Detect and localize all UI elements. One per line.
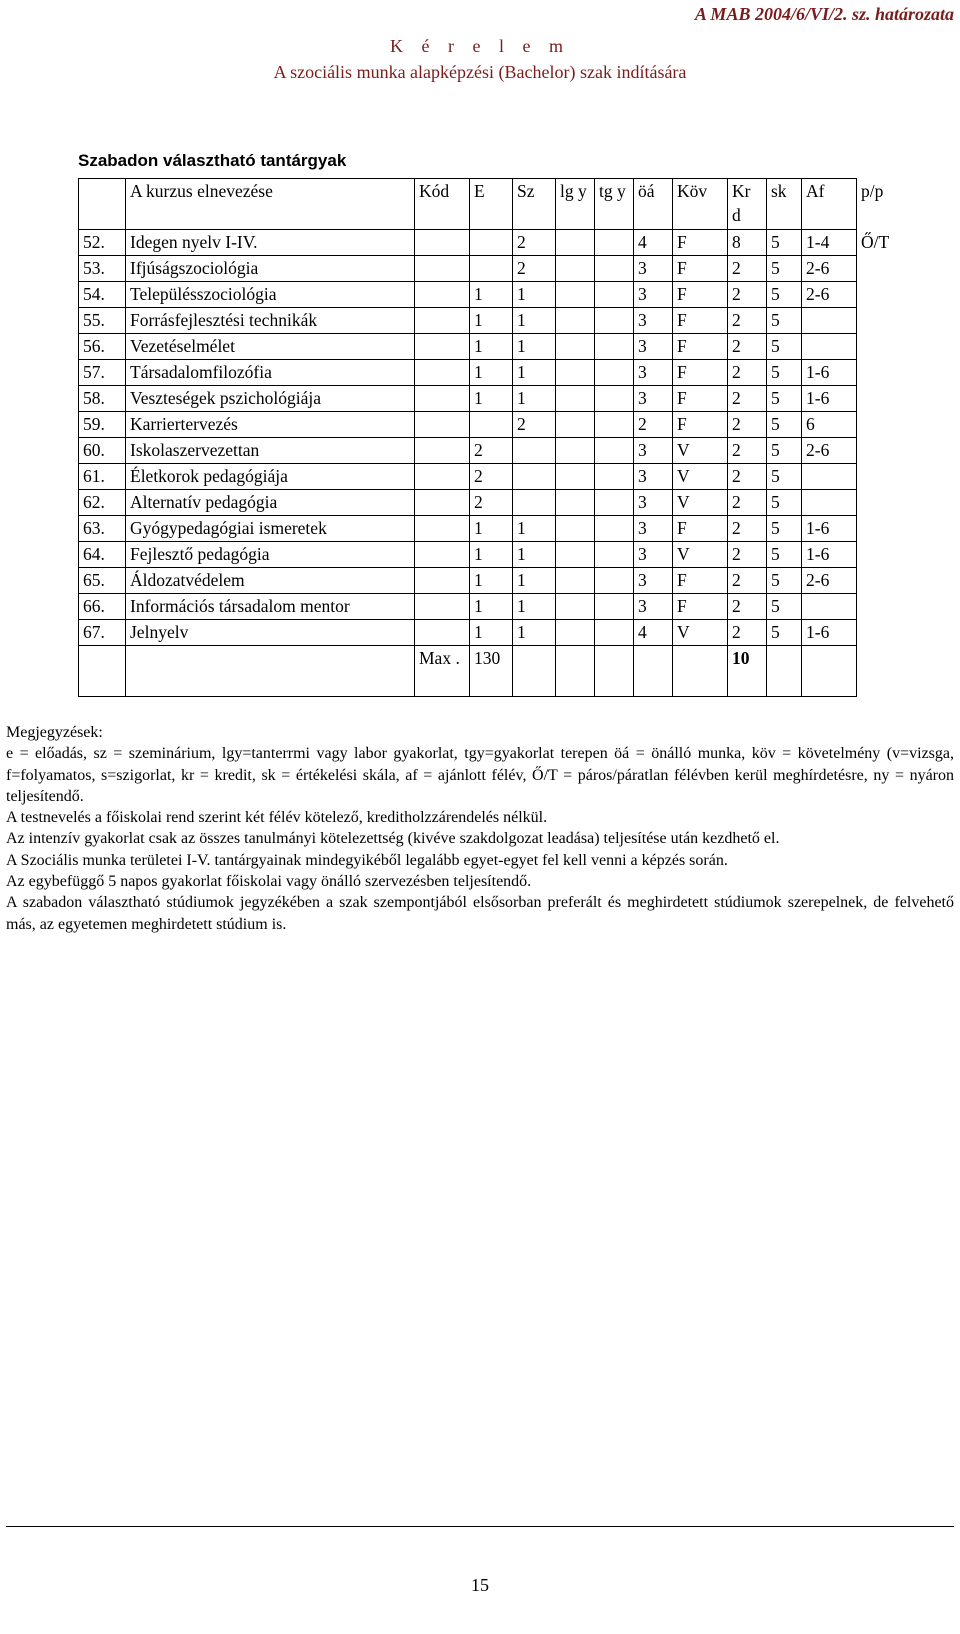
cell-kr: 2 [728, 334, 767, 360]
cell-lgy [556, 568, 595, 594]
header-sz: Sz [513, 179, 556, 230]
cell-lgy [556, 412, 595, 438]
cell-e: 1 [470, 594, 513, 620]
cell-num: 56. [79, 334, 126, 360]
cell-kr: 2 [728, 568, 767, 594]
total-cell-num [79, 646, 126, 697]
table-row [79, 464, 902, 490]
cell-oa: 3 [634, 282, 673, 308]
cell-sk: 5 [767, 542, 802, 568]
table-row [79, 308, 902, 334]
cell-af [802, 490, 857, 516]
document-title: K é r e l e m [390, 36, 570, 56]
cell-num: 64. [79, 542, 126, 568]
cell-sk: 5 [767, 334, 802, 360]
table-header-row [79, 179, 902, 230]
cell-name: Alternatív pedagógia [126, 490, 415, 516]
page-number: 15 [471, 1575, 489, 1595]
cell-e: 1 [470, 334, 513, 360]
cell-kod [415, 542, 470, 568]
cell-kr: 2 [728, 282, 767, 308]
cell-sk: 5 [767, 438, 802, 464]
cell-oa: 3 [634, 308, 673, 334]
total-cell-af [802, 646, 857, 697]
cell-sk: 5 [767, 360, 802, 386]
cell-sk: 5 [767, 256, 802, 282]
cell-name: Településszociológia [126, 282, 415, 308]
cell-kov: F [673, 360, 728, 386]
table-row [79, 386, 902, 412]
cell-sk: 5 [767, 308, 802, 334]
cell-af: 1-6 [802, 360, 857, 386]
section-title: Szabadon választható tantárgyak [78, 151, 347, 170]
cell-lgy [556, 620, 595, 646]
cell-oa: 4 [634, 620, 673, 646]
cell-name: Vezetéselmélet [126, 334, 415, 360]
cell-tgy [595, 542, 634, 568]
cell-kr: 2 [728, 542, 767, 568]
cell-kov: V [673, 542, 728, 568]
table-row [79, 620, 902, 646]
cell-tgy [595, 516, 634, 542]
cell-lgy [556, 464, 595, 490]
total-cell-oa [634, 646, 673, 697]
cell-sz: 2 [513, 230, 556, 256]
total-cell-kod: Max . [415, 646, 470, 697]
cell-pp: Ő/T [861, 231, 890, 252]
cell-af: 2-6 [802, 438, 857, 464]
table-row [79, 490, 902, 516]
cell-e: 1 [470, 386, 513, 412]
header-sk: sk [767, 179, 802, 230]
cell-oa: 3 [634, 490, 673, 516]
cell-oa: 3 [634, 464, 673, 490]
cell-oa: 3 [634, 594, 673, 620]
cell-kov: F [673, 308, 728, 334]
cell-tgy [595, 568, 634, 594]
total-cell-kr: 10 [728, 646, 767, 697]
cell-sz: 2 [513, 412, 556, 438]
cell-tgy [595, 620, 634, 646]
cell-af [802, 594, 857, 620]
cell-pp [857, 438, 902, 464]
note-paragraph: Az egybefüggő 5 napos gyakorlat főiskolai vagy önálló szervezésben teljesítendő. [6, 873, 532, 891]
cell-tgy [595, 256, 634, 282]
cell-pp [857, 490, 902, 516]
cell-kov: V [673, 620, 728, 646]
table-row [79, 542, 902, 568]
cell-oa: 3 [634, 542, 673, 568]
cell-tgy [595, 334, 634, 360]
cell-lgy [556, 386, 595, 412]
cell-kod [415, 360, 470, 386]
cell-kod [415, 334, 470, 360]
cell-kov: V [673, 464, 728, 490]
cell-af: 1-6 [802, 542, 857, 568]
cell-tgy [595, 412, 634, 438]
cell-pp [857, 594, 902, 620]
cell-kod [415, 568, 470, 594]
total-cell-name [126, 646, 415, 697]
cell-e: 1 [470, 516, 513, 542]
cell-name: Életkorok pedagógiája [126, 464, 415, 490]
cell-kov: F [673, 230, 728, 256]
cell-lgy [556, 594, 595, 620]
cell-kod [415, 230, 470, 256]
cell-num: 63. [79, 516, 126, 542]
total-cell-sz [513, 646, 556, 697]
cell-kod [415, 490, 470, 516]
cell-sk: 5 [767, 568, 802, 594]
cell-lgy [556, 360, 595, 386]
cell-kod [415, 438, 470, 464]
cell-pp [857, 464, 902, 490]
cell-sz: 1 [513, 386, 556, 412]
cell-kod [415, 516, 470, 542]
cell-sz: 1 [513, 542, 556, 568]
cell-lgy [556, 334, 595, 360]
cell-num: 53. [79, 256, 126, 282]
notes-heading: Megjegyzések: [6, 724, 103, 741]
cell-kr: 2 [728, 360, 767, 386]
cell-num: 57. [79, 360, 126, 386]
cell-sz: 1 [513, 594, 556, 620]
cell-kr: 2 [728, 386, 767, 412]
cell-sk: 5 [767, 230, 802, 256]
cell-e: 1 [470, 282, 513, 308]
total-cell-tgy [595, 646, 634, 697]
cell-e: 2 [470, 490, 513, 516]
cell-sz [513, 464, 556, 490]
cell-name: Társadalomfilozófia [126, 360, 415, 386]
cell-name: Forrásfejlesztési technikák [126, 308, 415, 334]
cell-kod [415, 256, 470, 282]
cell-e: 1 [470, 360, 513, 386]
table-row [79, 334, 902, 360]
cell-pp [857, 386, 902, 412]
header-oa: öá [634, 179, 673, 230]
cell-name: Idegen nyelv I-IV. [126, 230, 415, 256]
cell-kr: 2 [728, 256, 767, 282]
cell-e: 2 [470, 464, 513, 490]
cell-kov: F [673, 256, 728, 282]
header-number-cell [79, 179, 126, 230]
cell-sk: 5 [767, 412, 802, 438]
cell-tgy [595, 490, 634, 516]
cell-kov: F [673, 412, 728, 438]
cell-pp [857, 256, 902, 282]
cell-pp [857, 568, 902, 594]
cell-oa: 3 [634, 438, 673, 464]
total-cell-pp [857, 646, 902, 697]
cell-e: 1 [470, 568, 513, 594]
cell-name: Információs társadalom mentor [126, 594, 415, 620]
cell-num: 62. [79, 490, 126, 516]
cell-sz: 1 [513, 516, 556, 542]
cell-name: Iskolaszervezettan [126, 438, 415, 464]
cell-kod [415, 594, 470, 620]
cell-oa: 3 [634, 334, 673, 360]
footer-divider [6, 1526, 954, 1527]
cell-sz: 1 [513, 360, 556, 386]
table-row [79, 256, 902, 282]
cell-kod [415, 308, 470, 334]
notes-section [6, 722, 954, 935]
document-subtitle: A szociális munka alapképzési (Bachelor) szak indítására [273, 62, 687, 82]
cell-e [470, 412, 513, 438]
cell-kod [415, 282, 470, 308]
cell-kr: 2 [728, 464, 767, 490]
cell-kov: F [673, 334, 728, 360]
table-row [79, 594, 902, 620]
cell-sk: 5 [767, 516, 802, 542]
cell-oa: 3 [634, 360, 673, 386]
cell-af: 1-6 [802, 516, 857, 542]
cell-kr: 2 [728, 516, 767, 542]
note-paragraph: A testnevelés a főiskolai rend szerint két félév kötelező, kreditholzzárendelés nélkül. [6, 809, 548, 827]
cell-sz: 2 [513, 256, 556, 282]
cell-tgy [595, 308, 634, 334]
cell-af: 6 [802, 412, 857, 438]
cell-oa: 3 [634, 256, 673, 282]
header-tgy: tg y [595, 179, 634, 230]
cell-kod [415, 464, 470, 490]
cell-sk: 5 [767, 490, 802, 516]
cell-sk: 5 [767, 386, 802, 412]
cell-af [802, 464, 857, 490]
cell-sz: 1 [513, 308, 556, 334]
header-e: E [470, 179, 513, 230]
cell-tgy [595, 230, 634, 256]
cell-af: 2-6 [802, 256, 857, 282]
cell-sk: 5 [767, 620, 802, 646]
cell-e [470, 256, 513, 282]
cell-tgy [595, 386, 634, 412]
table-row [79, 412, 902, 438]
document-reference: A MAB 2004/6/VI/2. sz. határozata [694, 4, 954, 24]
courses-table [78, 178, 902, 697]
cell-num: 61. [79, 464, 126, 490]
cell-sk: 5 [767, 594, 802, 620]
note-paragraph: e = előadás, sz = szeminárium, lgy=tanterrmi vagy labor gyakorlat, tgy=gyakorlat terepen öá = önálló munka, köv = követelmény (v=vizsga, f=folyamatos, s=szigorlat, kr = kredit, sk = értékelési skála, af = ajánlott félév, Ő/T = páros/páratlan félévben kerül meghírdetésre, ny = nyáron teljesítendő. [6, 745, 954, 805]
cell-tgy [595, 360, 634, 386]
cell-num: 67. [79, 620, 126, 646]
cell-kov: F [673, 386, 728, 412]
cell-sz: 1 [513, 334, 556, 360]
cell-name: Gyógypedagógiai ismeretek [126, 516, 415, 542]
cell-af: 1-6 [802, 620, 857, 646]
cell-num: 66. [79, 594, 126, 620]
cell-e [470, 230, 513, 256]
cell-kr: 2 [728, 594, 767, 620]
cell-num: 52. [79, 230, 126, 256]
cell-name: Áldozatvédelem [126, 568, 415, 594]
cell-e: 1 [470, 620, 513, 646]
header-kov: Köv [673, 179, 728, 230]
cell-lgy [556, 516, 595, 542]
note-paragraph: A szabadon választható stúdiumok jegyzékében a szak szempontjából elsősorban preferált és meghirdetett stúdiumok szerepelnek, de felvehető más, az egyetemen meghirdetett stúdium is. [6, 894, 954, 933]
cell-name: Fejlesztő pedagógia [126, 542, 415, 568]
cell-e: 1 [470, 542, 513, 568]
cell-num: 65. [79, 568, 126, 594]
cell-sz [513, 490, 556, 516]
table-row [79, 516, 902, 542]
cell-sz: 1 [513, 282, 556, 308]
table-row [79, 282, 902, 308]
cell-e: 2 [470, 438, 513, 464]
cell-tgy [595, 282, 634, 308]
table-row [79, 568, 902, 594]
cell-kr: 2 [728, 308, 767, 334]
cell-pp [857, 542, 902, 568]
total-cell-e: 130 [470, 646, 513, 697]
cell-name: Ifjúságszociológia [126, 256, 415, 282]
cell-lgy [556, 230, 595, 256]
cell-sz [513, 438, 556, 464]
cell-sk: 5 [767, 282, 802, 308]
cell-lgy [556, 256, 595, 282]
cell-oa: 3 [634, 516, 673, 542]
note-paragraph: A Szociális munka területei I-V. tantárgyainak mindegyikéből legalább egyet-egyet fel kell venni a képzés során. [6, 851, 728, 869]
cell-oa: 4 [634, 230, 673, 256]
cell-num: 58. [79, 386, 126, 412]
cell-pp [857, 334, 902, 360]
cell-kod [415, 386, 470, 412]
header-lgy: lg y [556, 179, 595, 230]
cell-kod [415, 412, 470, 438]
header-name: A kurzus elnevezése [126, 179, 415, 230]
cell-name: Veszteségek pszichológiája [126, 386, 415, 412]
cell-kr: 2 [728, 620, 767, 646]
cell-name: Karriertervezés [126, 412, 415, 438]
cell-e: 1 [470, 308, 513, 334]
cell-oa: 3 [634, 568, 673, 594]
table-row [79, 360, 902, 386]
cell-pp [857, 516, 902, 542]
cell-kr: 8 [728, 230, 767, 256]
cell-num: 54. [79, 282, 126, 308]
cell-af [802, 308, 857, 334]
header-af: Af [802, 179, 857, 230]
cell-num: 60. [79, 438, 126, 464]
cell-oa: 3 [634, 386, 673, 412]
cell-sz: 1 [513, 568, 556, 594]
cell-lgy [556, 542, 595, 568]
cell-pp [857, 308, 902, 334]
cell-kov: F [673, 516, 728, 542]
cell-af: 2-6 [802, 568, 857, 594]
header-pp: p/p [861, 180, 884, 201]
cell-num: 59. [79, 412, 126, 438]
table-total-row [79, 646, 902, 697]
cell-af: 2-6 [802, 282, 857, 308]
cell-pp [857, 620, 902, 646]
cell-pp [857, 412, 902, 438]
cell-sk: 5 [767, 464, 802, 490]
total-cell-lgy [556, 646, 595, 697]
note-paragraph: Az intenzív gyakorlat csak az összes tanulmányi kötelezettség (kivéve szakdolgozat leadása) teljesítése után kezdhető el. [6, 830, 780, 848]
total-cell-sk [767, 646, 802, 697]
cell-num: 55. [79, 308, 126, 334]
cell-pp [857, 282, 902, 308]
cell-kr: 2 [728, 490, 767, 516]
cell-pp [857, 360, 902, 386]
cell-tgy [595, 464, 634, 490]
cell-sz: 1 [513, 620, 556, 646]
cell-lgy [556, 490, 595, 516]
table-row [79, 230, 902, 256]
cell-kov: F [673, 282, 728, 308]
table-row [79, 438, 902, 464]
cell-kr: 2 [728, 412, 767, 438]
cell-name: Jelnyelv [126, 620, 415, 646]
cell-kr: 2 [728, 438, 767, 464]
cell-kov: V [673, 438, 728, 464]
cell-lgy [556, 282, 595, 308]
cell-tgy [595, 438, 634, 464]
cell-kov: F [673, 568, 728, 594]
cell-kod [415, 620, 470, 646]
total-cell-kov [673, 646, 728, 697]
cell-kov: F [673, 594, 728, 620]
cell-lgy [556, 308, 595, 334]
cell-af: 1-4 [802, 230, 857, 256]
cell-af [802, 334, 857, 360]
cell-lgy [556, 438, 595, 464]
header-kod: Kód [415, 179, 470, 230]
cell-oa: 2 [634, 412, 673, 438]
header-kr: Kr d [728, 179, 767, 230]
cell-af: 1-6 [802, 386, 857, 412]
cell-tgy [595, 594, 634, 620]
cell-kov: V [673, 490, 728, 516]
